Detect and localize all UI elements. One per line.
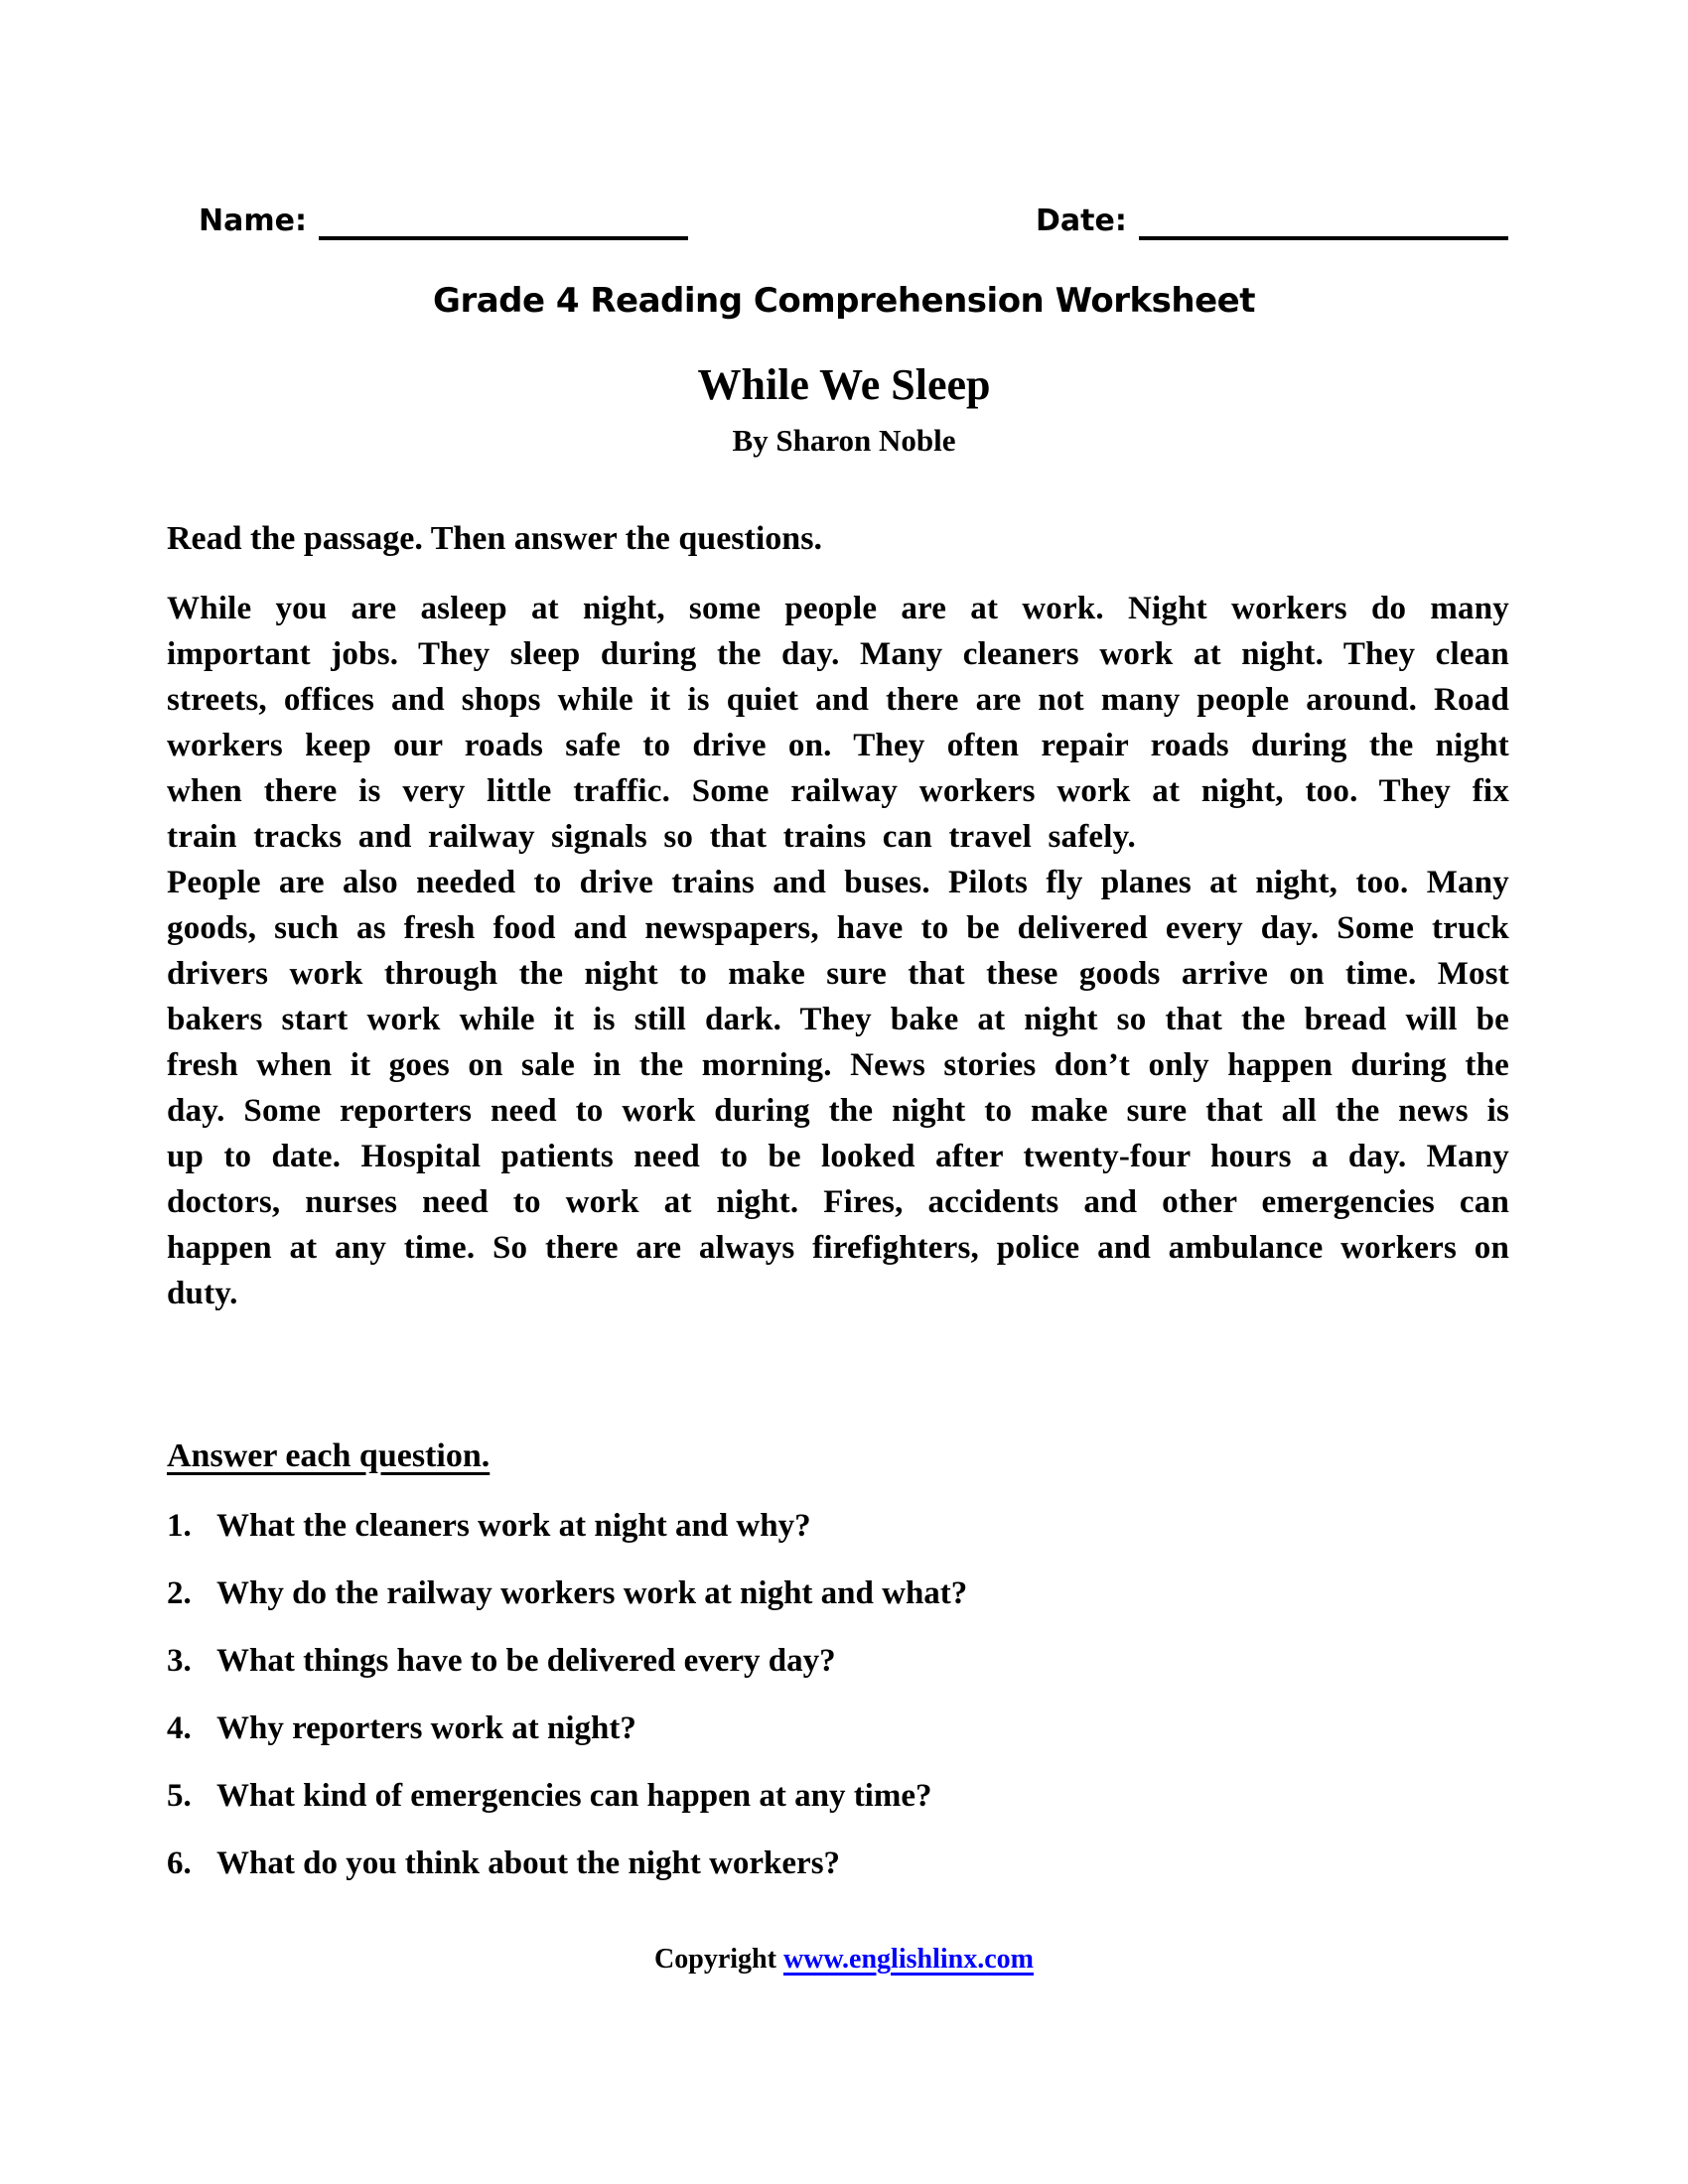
footer-copyright [0,1944,1688,1976]
question-text: Why do the railway workers work at night and what? [216,1575,968,1611]
passage [167,586,1509,1316]
copyright-label: Copyright [654,1944,776,1975]
question-text: What the cleaners work at night and why? [216,1508,811,1544]
byline: By Sharon Noble [732,423,956,458]
name-blank-line [319,201,688,240]
question-text: What kind of emergencies can happen at any time? [216,1778,932,1814]
question-text: What things have to be delivered every day? [216,1643,836,1679]
questions-heading: Answer each question. [167,1437,491,1474]
question-item [167,1638,1537,1684]
name-field-group [199,201,688,240]
question-item [167,1570,1537,1616]
question-number: 5. [167,1778,192,1814]
passage-paragraph-1: While you are asleep at night, some people are at work. Night workers do many important jobs. They sleep during the day. Many cleaners work at night. They clean streets, offices and shops while it is quiet and there are not many people around. Road workers keep our roads safe to drive on. They often repair roads during the night when there is very little traffic. Some railway workers work at night, too. They fix train tracks and railway signals so that trains can travel safely. [167,591,1509,855]
question-number: 2. [167,1575,192,1611]
story-title: While We Sleep [697,360,991,409]
question-item [167,1706,1537,1751]
englishlinx-link[interactable]: www.englishlinx.com [782,1944,1034,1975]
question-item [167,1773,1537,1819]
question-number: 4. [167,1710,192,1746]
name-label: Name: [199,204,307,238]
worksheet-title: Grade 4 Reading Comprehension Worksheet [433,281,1255,321]
question-text: Why reporters work at night? [216,1710,636,1746]
date-label: Date: [1036,204,1127,238]
question-item [167,1841,1537,1886]
question-text: What do you think about the night workers? [216,1845,841,1881]
date-blank-line [1139,201,1508,240]
date-field-group [1036,201,1508,240]
questions-list [167,1503,1537,1908]
question-item [167,1503,1537,1549]
passage-paragraph-2: People are also needed to drive trains and buses. Pilots fly planes at night, too. Many goods, such as fresh food and newspapers, have to be delivered every day. Some truck drivers work through the night to make sure that these goods arrive on time. Most bakers start work while it is still dark. They bake at night so that the bread will be fresh when it goes on sale in the morning. News stories don’t only happen during the day. Some reporters need to work during the night to make sure that all the news is up to date. Hospital patients need to be looked after twenty-four hours a day. Many doctors, nurses need to work at night. Fires, accidents and other emergencies can happen at any time. So there are always firefighters, police and ambulance workers on duty. [167,865,1509,1311]
instructions-text: Read the passage. Then answer the questions. [167,520,822,557]
question-number: 6. [167,1845,192,1881]
question-number: 3. [167,1643,192,1679]
question-number: 1. [167,1508,192,1544]
